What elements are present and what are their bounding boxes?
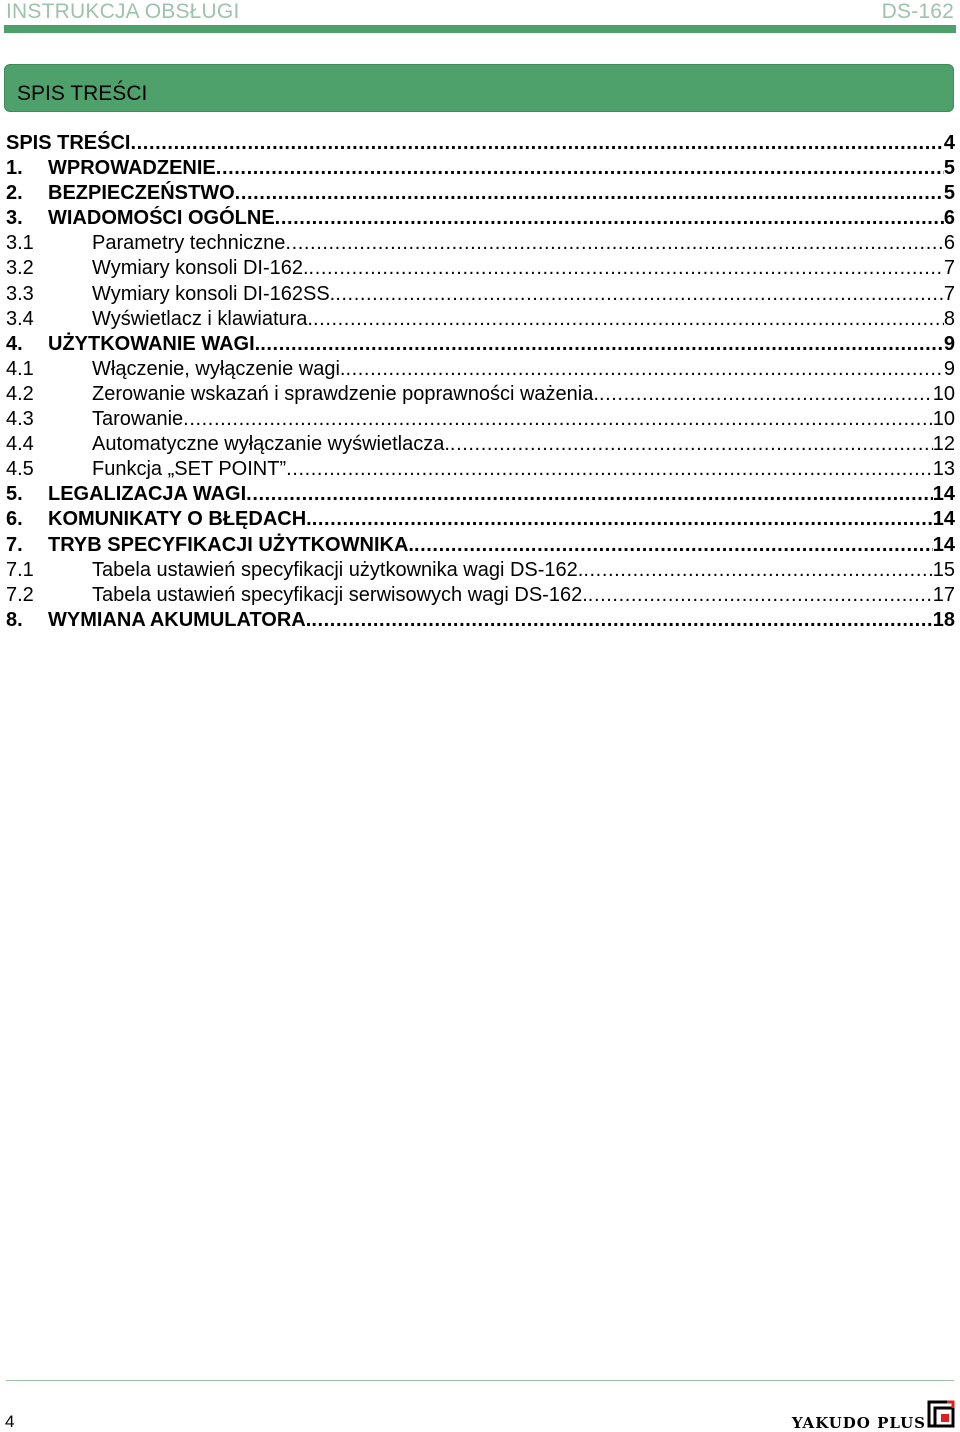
toc-entry-number: 2. — [6, 182, 23, 205]
toc-dot-leader — [286, 457, 933, 482]
section-title: SPIS TREŚCI — [17, 82, 148, 105]
toc-entry-number: 6. — [6, 508, 23, 531]
toc-dot-leader — [583, 558, 932, 583]
toc-entry-title: WYMIANA AKUMULATORA. — [48, 608, 312, 631]
toc-entry-page: 10 — [932, 382, 955, 405]
toc-entry[interactable] — [6, 156, 955, 181]
toc-entry-page: 5 — [943, 157, 955, 180]
toc-entry-number: 4.5 — [6, 458, 34, 481]
toc-entry-number: 7.1 — [6, 558, 34, 581]
toc-entry-number: 5. — [6, 483, 23, 506]
table-of-contents — [6, 131, 955, 633]
toc-entry[interactable] — [6, 533, 955, 558]
toc-entry-number: 3. — [6, 207, 23, 230]
toc-entry-title: SPIS TREŚCI — [6, 132, 131, 154]
toc-entry-title: Automatyczne wyłączanie wyświetlacza. — [92, 433, 450, 456]
toc-entry-page: 12 — [932, 433, 955, 456]
toc-entry-page: 14 — [932, 533, 955, 556]
header-rule — [4, 25, 956, 33]
toc-entry[interactable] — [6, 432, 955, 457]
toc-entry-number: 3.4 — [6, 307, 34, 330]
toc-dot-leader — [450, 432, 933, 457]
toc-entry-page: 7 — [943, 282, 955, 305]
toc-entry-title: Zerowanie wskazań i sprawdzenie poprawności ważenia. — [92, 382, 599, 405]
toc-entry[interactable] — [6, 206, 955, 231]
toc-entry-title: WIADOMOŚCI OGÓLNE — [48, 207, 275, 230]
toc-entry-page: 6 — [943, 232, 955, 255]
toc-entry-title: KOMUNIKATY O BŁĘDACH. — [48, 508, 312, 531]
toc-entry-title: UŻYTKOWANIE WAGI. — [48, 332, 261, 355]
toc-entry[interactable] — [6, 482, 955, 507]
toc-dot-leader — [260, 332, 944, 357]
toc-entry-page: 6 — [943, 207, 955, 230]
toc-dot-leader — [216, 156, 944, 181]
toc-entry[interactable] — [6, 507, 955, 532]
toc-dot-leader — [312, 507, 933, 532]
toc-entry-number: 7.2 — [6, 583, 34, 606]
toc-dot-leader — [285, 231, 943, 256]
toc-entry-title: Tabela ustawień specyfikacji serwisowych wagi DS-162. — [92, 583, 588, 606]
toc-entry-page: 5 — [943, 182, 955, 205]
document-title: INSTRUKCJA OBSŁUGI — [6, 0, 240, 23]
toc-entry[interactable] — [6, 256, 955, 281]
toc-entry-number: 8. — [6, 608, 23, 631]
toc-entry-number: 4. — [6, 332, 23, 355]
toc-entry-title: Wyświetlacz i klawiatura. — [92, 307, 313, 330]
toc-entry-page: 14 — [932, 508, 955, 531]
toc-entry[interactable] — [6, 382, 955, 407]
section-banner — [4, 64, 954, 112]
toc-dot-leader — [235, 181, 944, 206]
toc-entry[interactable] — [6, 332, 955, 357]
toc-entry-title: Wymiary konsoli DI-162. — [92, 257, 309, 280]
toc-entry-title: BEZPIECZEŃSTWO — [48, 182, 235, 205]
toc-entry-page: 7 — [943, 257, 955, 280]
toc-dot-leader — [599, 382, 933, 407]
brand-name: YAKUDO PLUS — [791, 1414, 926, 1432]
toc-entry-title: Funkcja „SET POINT” — [92, 458, 287, 481]
toc-entry-page: 9 — [943, 357, 955, 380]
brand-logo-icon — [927, 1400, 955, 1428]
toc-entry-page: 13 — [932, 458, 955, 481]
page-header — [6, 0, 954, 24]
toc-entry[interactable] — [6, 357, 955, 382]
toc-entry-number: 3.2 — [6, 257, 34, 280]
toc-dot-leader — [275, 206, 944, 231]
toc-entry[interactable] — [6, 608, 955, 633]
toc-entry-title: Wymiary konsoli DI-162SS. — [92, 282, 336, 305]
toc-dot-leader — [313, 307, 944, 332]
toc-entry[interactable] — [6, 231, 955, 256]
toc-dot-leader — [246, 482, 933, 507]
toc-entry-number: 1. — [6, 157, 23, 180]
toc-entry-title: TRYB SPECYFIKACJI UŻYTKOWNIKA. — [48, 533, 414, 556]
toc-entry-page: 17 — [932, 583, 955, 606]
toc-entry-number: 4.3 — [6, 408, 34, 431]
toc-entry-title: Tabela ustawień specyfikacji użytkownika wagi DS-162. — [92, 558, 584, 581]
toc-entry[interactable] — [6, 307, 955, 332]
toc-entry-page: 10 — [932, 408, 955, 431]
model-number: DS-162 — [881, 0, 954, 23]
toc-entry[interactable] — [6, 583, 955, 608]
toc-entry-number: 4.1 — [6, 357, 34, 380]
toc-entry[interactable] — [6, 131, 955, 156]
toc-entry-title: Tarowanie — [92, 408, 184, 431]
toc-entry[interactable] — [6, 181, 955, 206]
toc-entry-page: 15 — [932, 558, 955, 581]
toc-entry-number: 4.2 — [6, 382, 34, 405]
toc-entry-number: 4.4 — [6, 433, 34, 456]
toc-entry[interactable] — [6, 558, 955, 583]
toc-entry[interactable] — [6, 457, 955, 482]
toc-entry-number: 3.1 — [6, 232, 34, 255]
toc-dot-leader — [309, 256, 944, 281]
toc-entry[interactable] — [6, 282, 955, 307]
toc-entry-number: 3.3 — [6, 282, 34, 305]
toc-entry-number: 7. — [6, 533, 23, 556]
toc-dot-leader — [130, 131, 943, 156]
toc-entry-page: 9 — [943, 332, 955, 355]
toc-dot-leader — [311, 608, 932, 633]
toc-entry[interactable] — [6, 407, 955, 432]
toc-entry-page: 8 — [943, 307, 955, 330]
toc-dot-leader — [335, 282, 944, 307]
footer-rule — [6, 1380, 954, 1381]
toc-entry-title: LEGALIZACJA WAGI — [48, 483, 247, 506]
toc-entry-title: Włączenie, wyłączenie wagi. — [92, 357, 346, 380]
toc-entry-title: WPROWADZENIE — [48, 157, 216, 180]
toc-entry-page: 18 — [932, 608, 955, 631]
page-number: 4 — [5, 1412, 15, 1431]
toc-entry-title: Parametry techniczne — [92, 232, 286, 255]
toc-dot-leader — [183, 407, 933, 432]
toc-entry-page: 14 — [932, 483, 955, 506]
toc-dot-leader — [588, 583, 933, 608]
toc-dot-leader — [345, 357, 943, 382]
toc-entry-page: 4 — [943, 132, 955, 154]
toc-dot-leader — [414, 533, 933, 558]
